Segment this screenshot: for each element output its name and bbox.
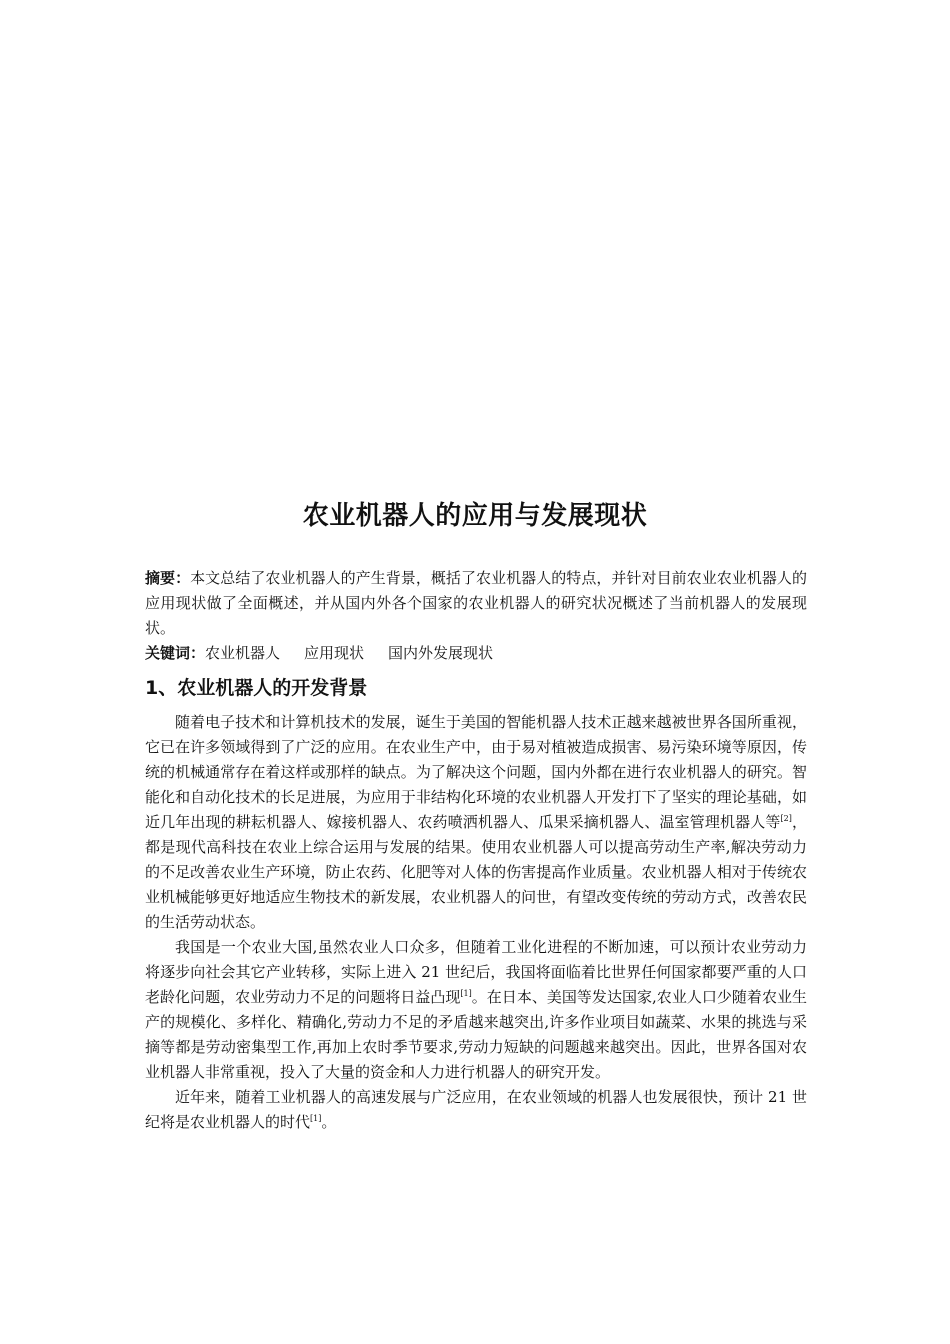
section-heading: 1、农业机器人的开发背景	[145, 677, 368, 699]
page-title: 农业机器人的应用与发展现状	[302, 501, 648, 531]
body-paragraph	[145, 935, 807, 1085]
paragraph-text: 随着电子技术和计算机技术的发展，诞生于美国的智能机器人技术正越来越被世界各国所重视，它已在许多领域得到了广泛的应用。在农业生产中，由于易对植被造成损害、易污染环境等原因，传统的机械通常存在着这样或那样的缺点。为了解决这个问题，国内外都在进行农业机器人的研究。智能化和自动化技术的长足进展，为应用于非结构化环境的农业机器人开发打下了坚实的理论基础，如近几年出现的耕耘机器人、嫁接机器人、农药喷洒机器人、瓜果采摘机器人、温室管理机器人等	[145, 713, 807, 831]
paragraph-text: 近年来，随着工业机器人的高速发展与广泛应用，在农业领域的机器人也发展很快，预计 21 世纪将是农业机器人的时代	[145, 1088, 807, 1131]
paragraph-text: 。	[321, 1113, 337, 1131]
paragraph-text: 。在日本、美国等发达国家	[471, 988, 653, 1006]
document-body	[145, 566, 807, 1135]
citation-marker: [1]	[460, 989, 472, 998]
paragraph-text: ，都是现代高科技在农业上综合运用与发展的结果。使用农业机器人可以提高劳动生产率,解决劳动力的不足改善农业生产环境，防止农药、化肥等对人体的伤害提高作业质量。农业机器人相对于传统农业机械能够更好地适应生物技术的新发展，农业机器人的问世，有望改变传统的劳动方式，改善农民的生活劳动状态。	[145, 813, 807, 931]
citation-marker: [1]	[310, 1114, 322, 1123]
keyword-item: 农业机器人	[205, 644, 281, 662]
abstract-text: 本文总结了农业机器人的产生背景，概括了农业机器人的特点，并针对目前农业农业机器人的应用现状做了全面概述，并从国内外各个国家的农业机器人的研究状况概述了当前机器人的发展现状。	[145, 569, 807, 637]
keyword-item: 国内外发展现状	[388, 644, 494, 662]
abstract-label: 摘要：	[145, 569, 191, 587]
body-paragraph	[145, 1085, 807, 1135]
body-paragraph	[145, 710, 807, 935]
keywords-label: 关键词：	[145, 644, 206, 662]
keyword-item: 应用现状	[304, 644, 365, 662]
keywords-line	[145, 641, 807, 666]
paragraph-text: ,农业人口少随着农业生产的规模化、多样化、精确化,劳动力不足的矛盾越来越突出,许多作业项目如蔬菜、水果的挑选与采摘等都是劳动密集型工作,再加上农时季节要求,劳动力短缺的问题越来越突出。因此，世界各国对农业机器人非常重视，投入了大量的资金和人力进行机器人的研究开发。	[145, 988, 807, 1081]
abstract-paragraph	[145, 566, 807, 641]
citation-marker: [2]	[780, 814, 792, 823]
paragraph-text: 我国是一个农业大国,虽然农业人口众多，但随着工业化进程的不断加速，可以预计农业劳动力将逐步向社会其它产业转移，实际上进入 21 世纪后，我国将面临着比世界任何国家都要严重的人口老龄化问题，农业劳动力不足的问题将日益凸现	[145, 938, 807, 1006]
